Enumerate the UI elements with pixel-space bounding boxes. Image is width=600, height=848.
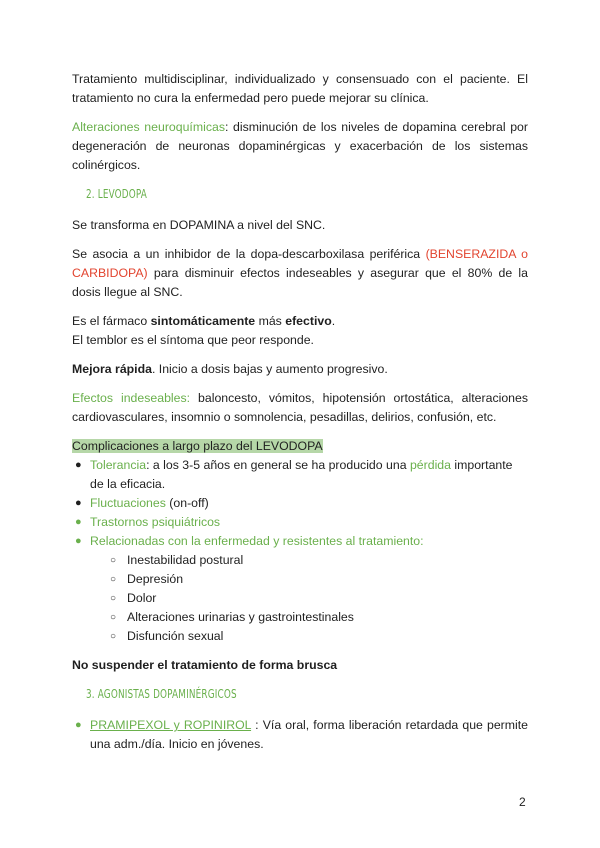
bullet-icon: ●: [75, 719, 82, 731]
list-item: [72, 456, 528, 494]
page-number: 2: [519, 795, 526, 809]
circle-bullet-icon: ○: [110, 612, 117, 623]
bullet-icon: ●: [75, 516, 82, 528]
levodopa-paragraph-2: [72, 245, 528, 302]
section-heading-agonists: 3. AGONISTAS DOPAMINÉRGICOS: [86, 687, 237, 701]
sub-item-text: Alteraciones urinarias y gastrointestinales: [127, 610, 354, 624]
p3-bold-2: efectivo: [285, 314, 332, 328]
list-item: [72, 532, 528, 551]
complications-list: [72, 456, 528, 646]
sub-item-text: Dolor: [127, 591, 157, 605]
bullet-icon: ●: [75, 497, 82, 509]
warning-text: No suspender el tratamiento de forma brusca: [72, 658, 338, 672]
list-item: [72, 513, 528, 532]
p4-bold: Mejora rápida: [72, 362, 152, 376]
bullet-icon: ●: [75, 459, 82, 471]
sub-list-item: [72, 570, 528, 589]
levodopa-p2-text-b: para disminuir efectos indeseables y asegurar que el 80% de la dosis llegue al SNC.: [72, 266, 528, 299]
neurochemical-paragraph: [72, 118, 528, 175]
bullet-icon: ●: [75, 535, 82, 547]
complications-title-text: Complicaciones a largo plazo del LEVODOPA: [72, 439, 323, 453]
sub-list-item: [72, 627, 528, 646]
levodopa-paragraph-1: Se transforma en DOPAMINA a nivel del SNC.: [72, 218, 326, 232]
warning-paragraph: [72, 656, 528, 675]
sub-item-text: Inestabilidad postural: [127, 553, 244, 567]
list-item: [72, 716, 528, 754]
tolerance-text-a: : a los 3-5 años en general se ha producido una: [146, 458, 410, 472]
sub-item-text: Disfunción sexual: [127, 629, 224, 643]
disease-related-text: Relacionadas con la enfermedad y resistentes al tratamiento:: [90, 534, 424, 548]
side-effects-label: Efectos indeseables:: [72, 391, 191, 405]
circle-bullet-icon: ○: [110, 555, 117, 566]
sub-list-item: [72, 608, 528, 627]
agonists-label: PRAMIPEXOL y ROPINIROL: [90, 718, 252, 732]
neurochemical-label: Alteraciones neuroquímicas: [72, 120, 225, 134]
circle-bullet-icon: ○: [110, 631, 117, 642]
p3-line-2: El temblor es el síntoma que peor responde.: [72, 333, 314, 347]
levodopa-paragraph-3: [72, 312, 528, 350]
tolerance-label: Tolerancia: [90, 458, 147, 472]
levodopa-paragraph-4: [72, 360, 528, 379]
levodopa-p2-text-a: Se asocia a un inhibidor de la dopa-descarboxilasa periférica: [72, 247, 426, 261]
sub-item-text: Depresión: [127, 572, 184, 586]
circle-bullet-icon: ○: [110, 593, 117, 604]
p4-text: . Inicio a dosis bajas y aumento progresivo.: [151, 362, 388, 376]
fluctuations-text: (on-off): [165, 496, 209, 510]
neurochemical-text: : disminución de los niveles de dopamina cerebral por degeneración de neuronas dopaminérgicas y exacerbación de los sistemas colinérgicos.: [72, 120, 528, 172]
tolerance-text-b: importante de la eficacia.: [90, 458, 513, 491]
complications-title: [72, 437, 528, 456]
psychiatric-text: Trastornos psiquiátricos: [90, 515, 221, 529]
p3-text-m: más: [255, 314, 286, 328]
p3-text-a: Es el fármaco: [72, 314, 151, 328]
inhibitors-red-text: (BENSERAZIDA o CARBIDOPA): [72, 247, 529, 280]
side-effects-text: baloncesto, vómitos, hipotensión ortostática, alteraciones cardiovasculares, insomnio o somnolencia, pesadillas, delirios, confusión, etc.: [72, 391, 528, 424]
circle-bullet-icon: ○: [110, 574, 117, 585]
tolerance-green: pérdida: [409, 458, 451, 472]
section-heading-levodopa: 2. LEVODOPA: [86, 187, 147, 201]
agonists-list: [72, 716, 528, 754]
p3-bold-1: sintomáticamente: [150, 314, 256, 328]
side-effects-paragraph: [72, 389, 528, 427]
list-item: [72, 494, 528, 513]
document-body: [72, 70, 528, 754]
sub-list-item: [72, 589, 528, 608]
p3-end: .: [331, 314, 336, 328]
agonists-text: : Vía oral, forma liberación retardada que permite una adm./día. Inicio en jóvenes.: [90, 718, 528, 751]
sub-list-item: [72, 551, 528, 570]
fluctuations-label: Fluctuaciones: [90, 496, 166, 510]
intro-paragraph: Tratamiento multidisciplinar, individualizado y consensuado con el paciente. El tratamiento no cura la enfermedad pero puede mejorar su clínica.: [72, 72, 528, 105]
